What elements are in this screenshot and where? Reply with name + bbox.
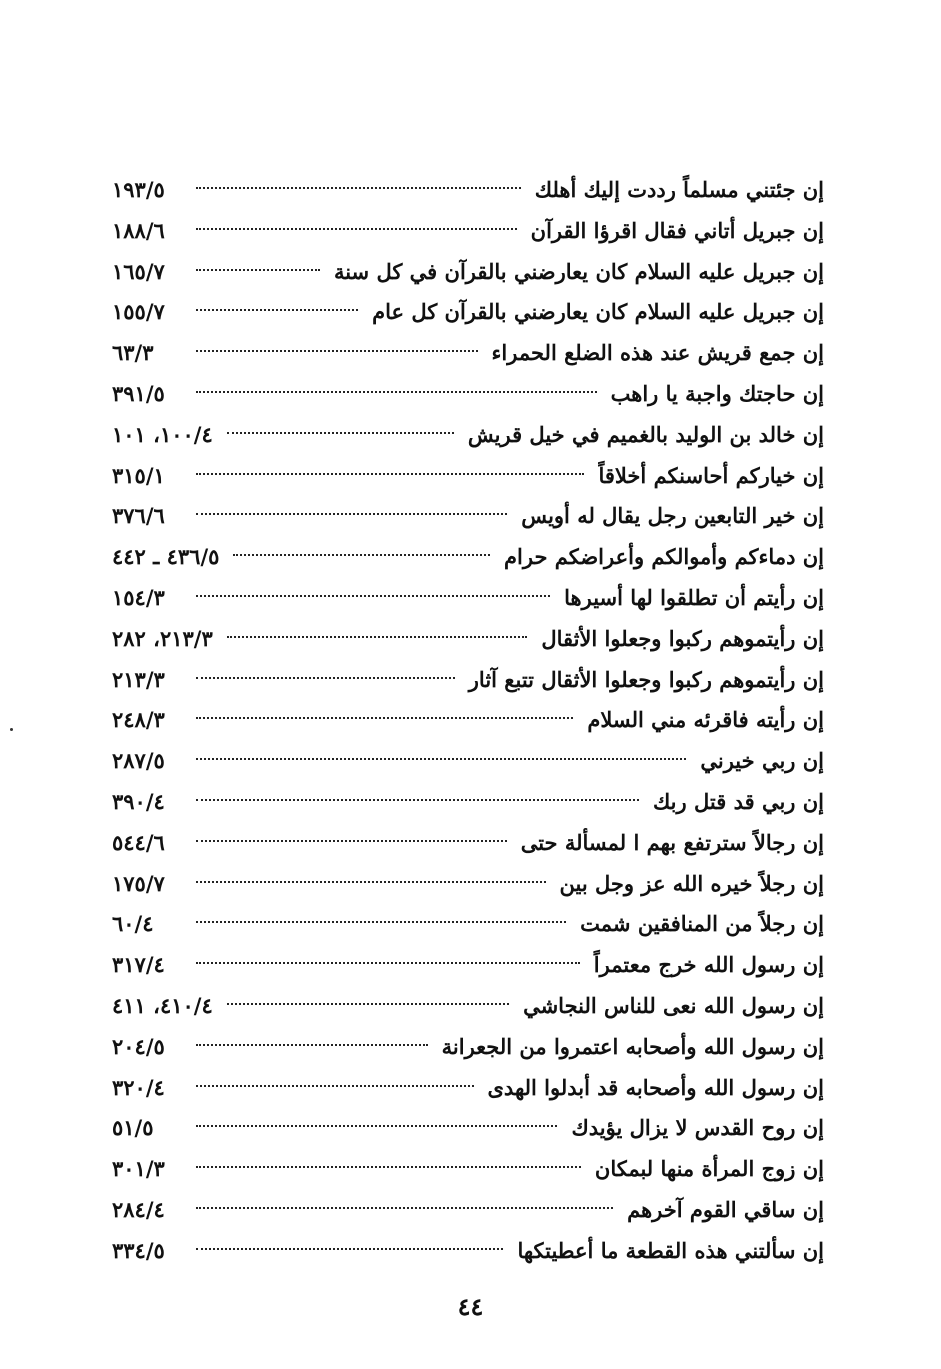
hadith-text: إن ربي قد قتل ربك [652,788,824,814]
dot-leader [227,1003,509,1005]
hadith-text: إن رسول الله خرج معتمراً [593,952,824,978]
dot-leader [196,962,580,964]
dot-leader [196,840,507,842]
hadith-text: إن رجلاً من المنافقين شمت [580,911,824,937]
index-entry [112,782,824,823]
volume-page-reference: ٤١٠/٤، ٤١١ [112,992,213,1018]
dot-leader [196,187,521,189]
dot-leader [196,350,478,352]
dot-leader [196,269,320,271]
dot-leader [196,1207,613,1209]
volume-page-reference: ١٥٥/٧ [112,299,165,325]
volume-page-reference: ١٨٨/٦ [112,217,165,243]
margin-speck [10,728,13,731]
hadith-index-list [112,170,824,1272]
index-entry [112,945,824,986]
index-entry [112,864,824,905]
volume-page-reference: ٣١٥/١ [112,462,165,488]
volume-page-reference: ٣٣٤/٥ [112,1237,165,1263]
hadith-text: إن رجلاً خيره الله عز وجل بين [559,870,824,896]
dot-leader [196,717,573,719]
hadith-text: إن روح القدس لا يزال يؤيدك [571,1115,824,1141]
hadith-text: إن رجالاً سترتفع بهم ا لمسألة حتى [520,829,824,855]
page-number: ٤٤ [457,1292,484,1321]
index-entry [112,292,824,333]
index-entry [112,1231,824,1272]
hadith-text: إن دماءكم وأموالكم وأعراضكم حرام [504,544,824,570]
index-entry [112,1190,824,1231]
index-entry [112,211,824,252]
volume-page-reference: ٥٤٤/٦ [112,829,165,855]
hadith-text: إن خير التابعين رجل يقال له أويس [521,503,824,529]
index-entry [112,1027,824,1068]
hadith-text: إن حاجتك واجبة يا راهب [610,380,824,406]
index-entry [112,456,824,497]
hadith-text: إن ساقي القوم آخرهم [627,1196,824,1222]
hadith-text: إن ربي خيرني [700,748,824,774]
volume-page-reference: ٣٩١/٥ [112,380,165,406]
volume-page-reference: ٣٢٠/٤ [112,1074,165,1100]
hadith-text: إن رأيتموهم ركبوا وجعلوا الأثقال تتبع آثار [468,666,824,692]
dot-leader [196,881,546,883]
index-entry [112,823,824,864]
volume-page-reference: ٦٣/٣ [112,340,154,366]
dot-leader [233,554,490,556]
index-entry [112,415,824,456]
hadith-text: إن سألتني هذه القطعة ما أعطيتكها [517,1237,824,1263]
index-entry [112,537,824,578]
dot-leader [196,1125,557,1127]
volume-page-reference: ٢١٣/٣، ٢٨٢ [112,625,213,651]
index-entry [112,904,824,945]
dot-leader [196,513,507,515]
volume-page-reference: ١٥٤/٣ [112,584,165,610]
index-entry [112,700,824,741]
dot-leader [196,1166,581,1168]
hadith-text: إن زوج المرأة منها لبمكان [594,1156,824,1182]
hadith-text: إن خياركم أحاسنكم أخلاقاً [598,462,824,488]
volume-page-reference: ٣١٧/٤ [112,952,165,978]
hadith-text: إن جبريل عليه السلام كان يعارضني بالقرآن في كل سنة [333,258,824,284]
hadith-text: إن رسول الله وأصحابه قد أبدلوا الهدى [487,1074,824,1100]
index-entry [112,1108,824,1149]
index-entry [112,741,824,782]
index-entry [112,333,824,374]
volume-page-reference: ١٠٠/٤، ١٠١ [112,421,213,447]
dot-leader [196,473,584,475]
volume-page-reference: ١٧٥/٧ [112,870,165,896]
index-entry [112,170,824,211]
volume-page-reference: ٢٨٧/٥ [112,748,165,774]
volume-page-reference: ٢٠٤/٥ [112,1033,165,1059]
dot-leader [196,309,358,311]
index-entry [112,660,824,701]
dot-leader [196,677,455,679]
hadith-text: إن رأيته فاقرئه مني السلام [587,707,824,733]
hadith-text: إن جئتني مسلماً رددت إليك أهلك [534,177,824,202]
index-entry [112,986,824,1027]
dot-leader [196,799,639,801]
volume-page-reference: ٥١/٥ [112,1115,154,1141]
volume-page-reference: ٣٠١/٣ [112,1156,165,1182]
volume-page-reference: ٢٤٨/٣ [112,707,165,733]
hadith-text: إن رأيتموهم ركبوا وجعلوا الأثقال [541,625,824,651]
index-entry [112,374,824,415]
dot-leader [196,595,550,597]
dot-leader [196,1044,428,1046]
dot-leader [227,432,454,434]
hadith-text: إن خالد بن الوليد بالغميم في خيل قريش [467,421,824,447]
volume-page-reference: ٣٧٦/٦ [112,503,165,529]
dot-leader [196,921,566,923]
dot-leader [227,636,528,638]
index-entry [112,1149,824,1190]
hadith-text: إن رأيتم أن تطلقوا لها أسيرها [564,584,824,610]
dot-leader [196,1248,503,1250]
hadith-text: إن جبريل أتاني فقال اقرؤا القرآن [530,217,824,243]
dot-leader [196,1085,474,1087]
dot-leader [196,391,597,393]
hadith-text: إن رسول الله نعى للناس النجاشي [523,992,824,1018]
volume-page-reference: ٦٠/٤ [112,911,154,937]
dot-leader [196,228,517,230]
index-entry [112,1068,824,1109]
index-entry [112,496,824,537]
volume-page-reference: ٢١٣/٣ [112,666,165,692]
volume-page-reference: ٣٩٠/٤ [112,788,165,814]
index-entry [112,619,824,660]
volume-page-reference: ٢٨٤/٤ [112,1196,165,1222]
hadith-text: إن جمع قريش عند هذه الضلع الحمراء [491,340,824,366]
hadith-text: إن رسول الله وأصحابه اعتمروا من الجعرانة [441,1033,824,1059]
index-entry [112,578,824,619]
index-entry [112,252,824,293]
volume-page-reference: ٤٣٦/٥ ـ ٤٤٢ [112,544,220,570]
hadith-text: إن جبريل عليه السلام كان يعارضني بالقرآن كل عام [372,299,824,325]
dot-leader [196,758,686,760]
volume-page-reference: ١٦٥/٧ [112,258,165,284]
volume-page-reference: ١٩٣/٥ [112,177,165,202]
